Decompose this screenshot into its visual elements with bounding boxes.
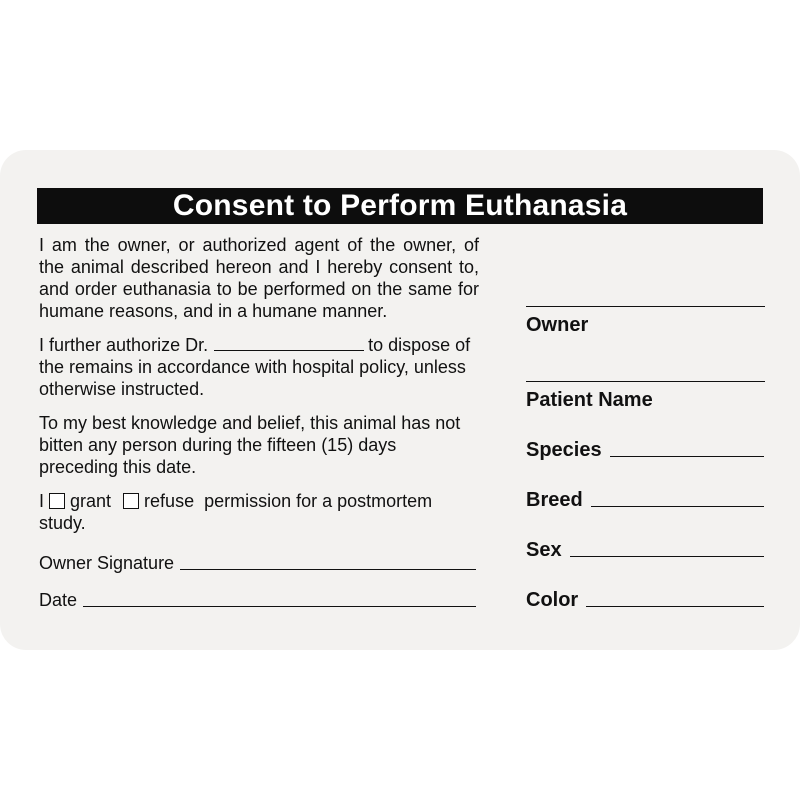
- consent-paragraph: I am the owner, or authorized agent of the owner, of the animal described hereon and I hereby consent to, and order euthanasia to be performed on the same for humane reasons, and in a humane manner.: [39, 235, 479, 321]
- authorization-paragraph: [39, 334, 479, 400]
- breed-line[interactable]: [591, 492, 764, 507]
- bite-statement-paragraph: To my best knowledge and belief, this animal has not bitten any person during the fifteen (15) days preceding this date.: [39, 413, 461, 477]
- form-title: Consent to Perform Euthanasia: [37, 188, 763, 224]
- doctor-name-blank[interactable]: [214, 334, 364, 351]
- color-label: Color: [526, 589, 579, 611]
- color-line[interactable]: [586, 592, 764, 607]
- color-field: [526, 588, 764, 612]
- grant-label: grant: [70, 491, 112, 511]
- refuse-label: refuse: [144, 491, 195, 511]
- owner-signature-label: Owner Signature: [39, 553, 175, 573]
- sex-line[interactable]: [570, 542, 764, 557]
- date-field: [39, 589, 476, 611]
- permission-prefix: I: [39, 491, 45, 511]
- grant-checkbox[interactable]: [49, 493, 65, 509]
- sex-label: Sex: [526, 539, 562, 561]
- breed-field: [526, 488, 764, 512]
- postmortem-permission: [39, 490, 479, 534]
- authorization-text-end: to dispose of the remains in accordance with hospital policy, unless otherwise instructed.: [39, 335, 471, 399]
- sex-field: [526, 538, 764, 562]
- date-label: Date: [39, 590, 78, 610]
- refuse-checkbox[interactable]: [123, 493, 139, 509]
- patient-name-label: Patient Name: [526, 389, 653, 411]
- species-field: [526, 438, 764, 462]
- owner-signature-line[interactable]: [180, 553, 476, 570]
- consent-label-card: [0, 150, 800, 650]
- owner-label: Owner: [526, 314, 589, 336]
- breed-label: Breed: [526, 489, 583, 511]
- species-line[interactable]: [610, 442, 764, 457]
- owner-line[interactable]: [526, 306, 765, 307]
- species-label: Species: [526, 439, 602, 461]
- authorization-text-start: I further authorize Dr.: [39, 335, 209, 355]
- owner-signature-field: [39, 552, 476, 574]
- patient-name-line[interactable]: [526, 381, 765, 382]
- date-line[interactable]: [83, 590, 476, 607]
- consent-text-column: [39, 234, 479, 610]
- permission-suffix: permission for a postmortem study.: [39, 491, 433, 533]
